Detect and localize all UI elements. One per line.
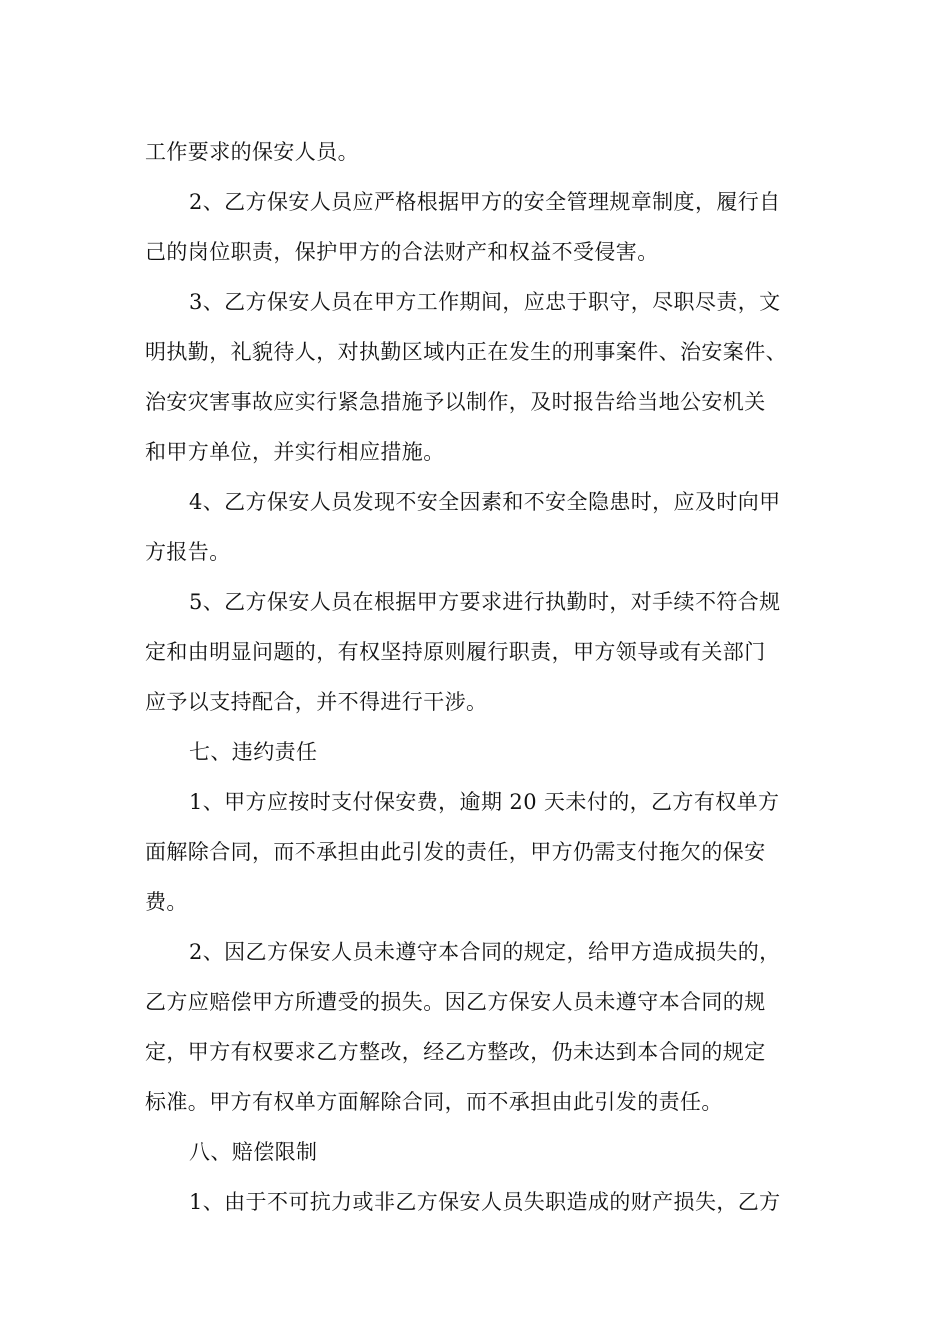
text-line: 面解除合同，而不承担由此引发的责任，甲方仍需支付拖欠的保安 [145,840,766,864]
text-line: 定和由明显问题的，有权坚持原则履行职责，甲方领导或有关部门 [145,640,766,664]
text-line: 治安灾害事故应实行紧急措施予以制作，及时报告给当地公安机关 [145,390,766,414]
text-line: 明执勤，礼貌待人，对执勤区域内正在发生的刑事案件、治安案件、 [145,340,787,364]
text-line: 应予以支持配合，并不得进行干涉。 [145,690,488,714]
text-line: 定，甲方有权要求乙方整改，经乙方整改，仍未达到本合同的规定 [145,1040,766,1064]
document-body [145,127,835,1227]
text-line: 和甲方单位，并实行相应措施。 [145,440,445,464]
text-line: 1、甲方应按时支付保安费，逾期 20 天未付的，乙方有权单方 [189,790,780,814]
text-line: 乙方应赔偿甲方所遭受的损失。因乙方保安人员未遵守本合同的规 [145,990,766,1014]
text-line: 2、因乙方保安人员未遵守本合同的规定，给甲方造成损失的， [189,940,781,964]
text-line: 己的岗位职责，保护甲方的合法财产和权益不受侵害。 [145,240,659,264]
text-line: 方报告。 [145,540,231,564]
text-line: 5、乙方保安人员在根据甲方要求进行执勤时，对手续不符合规 [189,590,781,614]
text-line: 3、乙方保安人员在甲方工作期间，应忠于职守，尽职尽责，文 [189,290,781,314]
text-line: 2、乙方保安人员应严格根据甲方的安全管理规章制度，履行自 [189,190,781,214]
text-line: 费。 [145,890,188,914]
text-line: 工作要求的保安人员。 [145,140,359,164]
text-line: 七、违约责任 [189,740,318,764]
text-line: 1、由于不可抗力或非乙方保安人员失职造成的财产损失，乙方 [189,1190,781,1214]
text-line: 八、赔偿限制 [189,1140,318,1164]
text-line: 标准。甲方有权单方面解除合同，而不承担由此引发的责任。 [145,1090,723,1114]
text-line: 4、乙方保安人员发现不安全因素和不安全隐患时，应及时向甲 [189,490,781,514]
